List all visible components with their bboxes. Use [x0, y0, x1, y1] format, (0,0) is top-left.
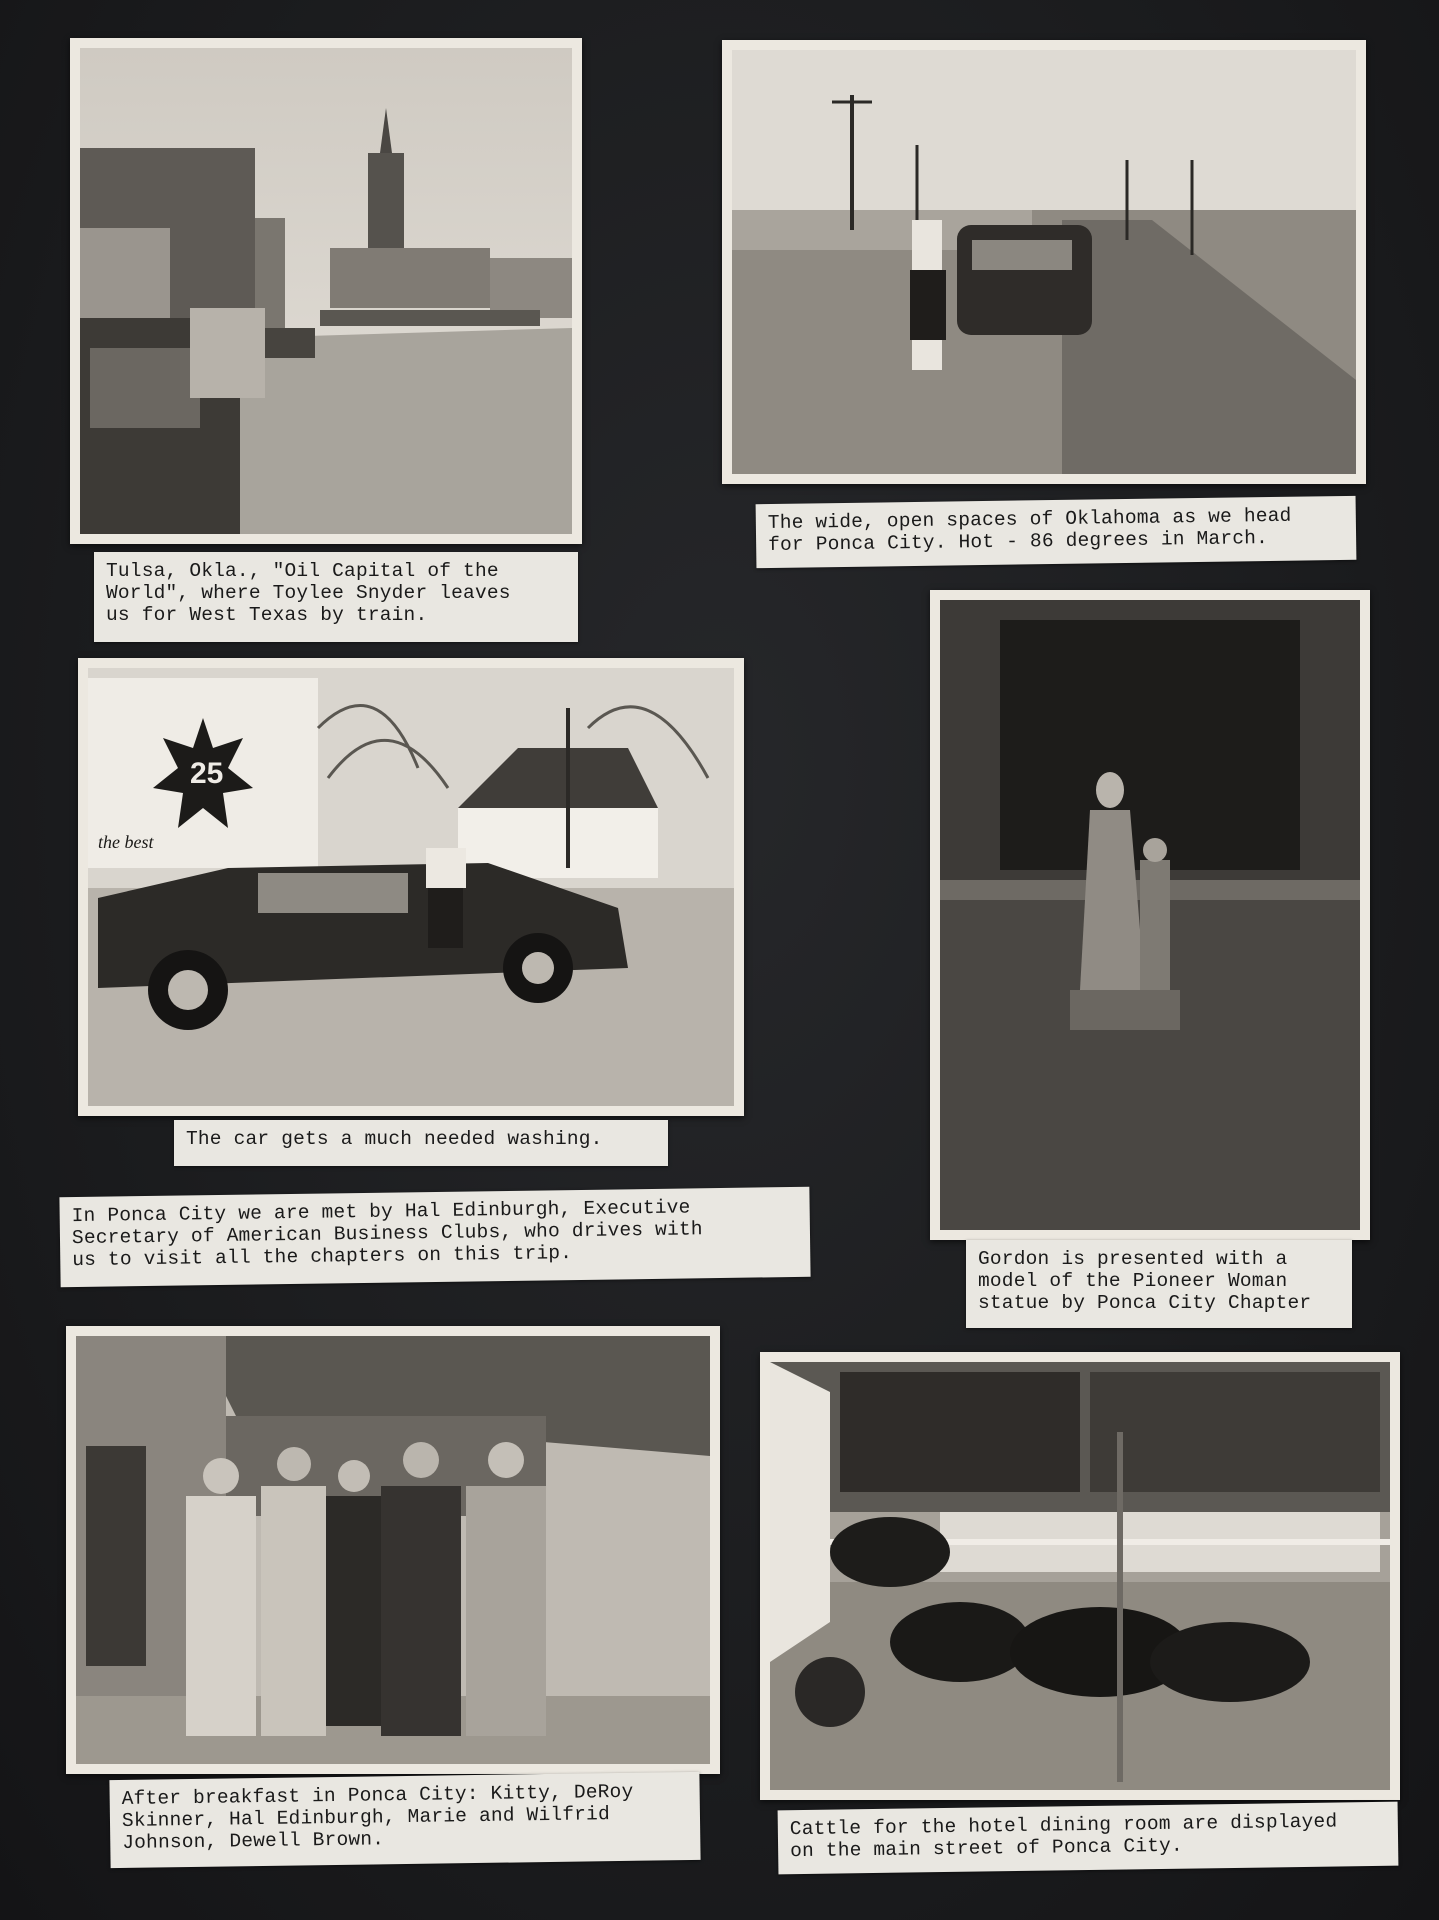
caption-group-breakfast: After breakfast in Ponca City: Kitty, DeRoy Skinner, Hal Edinburgh, Marie and Wilfrid Johnson, Dewell Brown.: [109, 1772, 700, 1868]
photo-cattle-display: [760, 1352, 1400, 1800]
group-image: [76, 1336, 710, 1764]
caption-car-wash: The car gets a much needed washing.: [174, 1120, 668, 1166]
photo-car-wash: [78, 658, 744, 1116]
caption-hal-edinburgh: In Ponca City we are met by Hal Edinburgh, Executive Secretary of American Business Clubs, who drives with us to visit all the chapters on this trip.: [59, 1187, 810, 1287]
tulsa-street-image: [80, 48, 572, 534]
cattle-image: [770, 1362, 1390, 1790]
sign-text: the best: [98, 832, 154, 852]
photo-open-road: [722, 40, 1366, 484]
caption-tulsa-street: Tulsa, Okla., "Oil Capital of the World", where Toylee Snyder leaves us for West Texas by train.: [94, 552, 578, 642]
sign-price: 25: [190, 757, 224, 790]
statue-image: [940, 600, 1360, 1230]
caption-cattle-display: Cattle for the hotel dining room are displayed on the main street of Ponca City.: [778, 1802, 1399, 1875]
open-road-image: [732, 50, 1356, 474]
caption-open-road: The wide, open spaces of Oklahoma as we head for Ponca City. Hot - 86 degrees in March.: [756, 496, 1357, 568]
photo-pioneer-woman-statue: [930, 590, 1370, 1240]
car-wash-image: [88, 668, 734, 1106]
photo-group-breakfast: [66, 1326, 720, 1774]
caption-pioneer-woman: Gordon is presented with a model of the Pioneer Woman statue by Ponca City Chapter: [966, 1240, 1352, 1328]
photo-tulsa-street: [70, 38, 582, 544]
